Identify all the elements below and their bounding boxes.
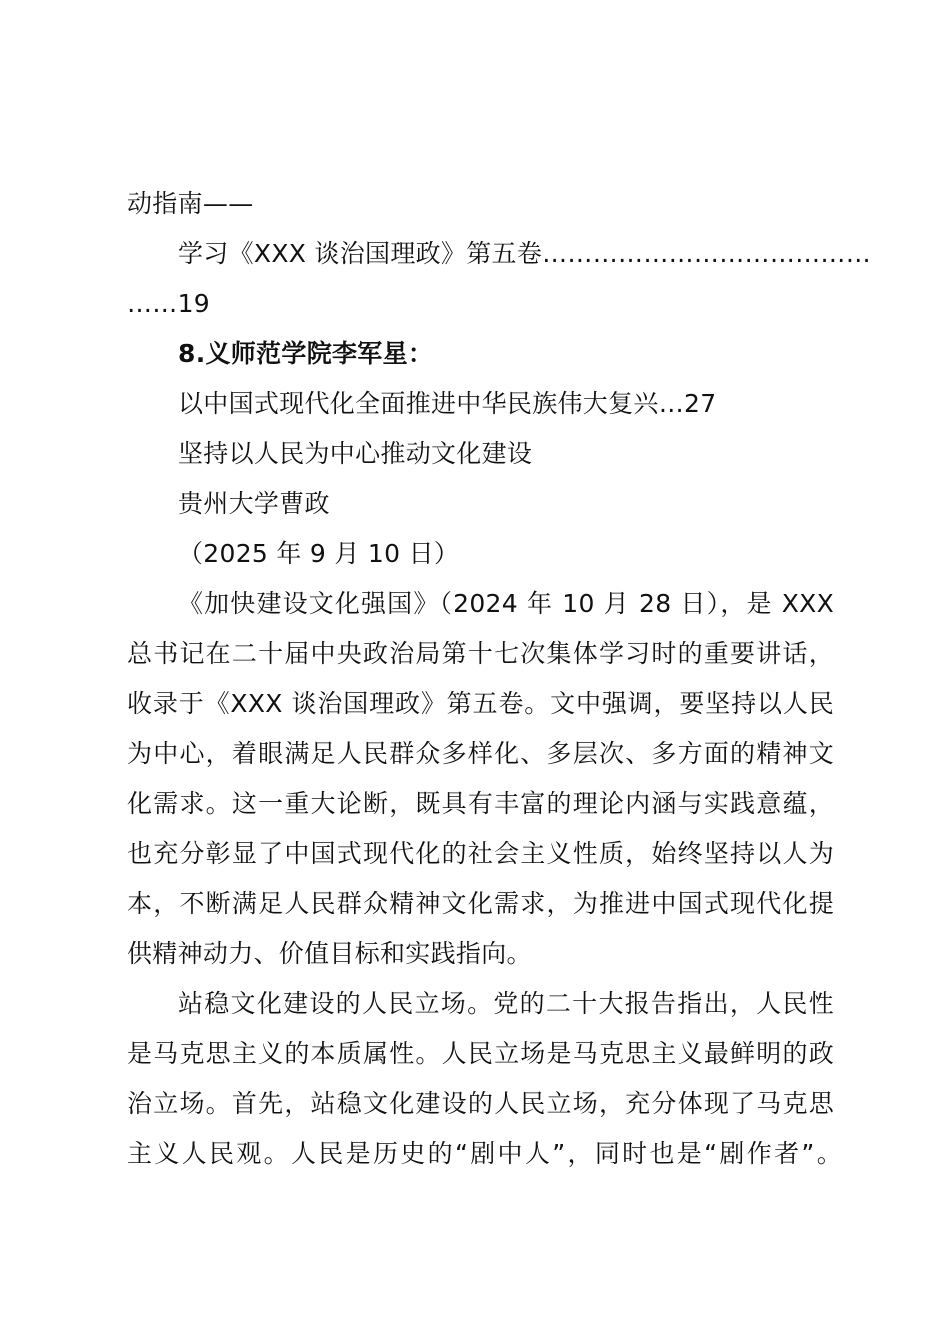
- paragraph-line: 为中心，着眼满足人民群众多样化、多层次、多方面的精神文: [127, 739, 834, 768]
- paragraph-line: 是马克思主义的本质属性。人民立场是马克思主义最鲜明的政: [127, 1039, 834, 1068]
- paragraph-line: 供精神动力、价值目标和实践指向。: [127, 939, 532, 968]
- paragraph-line: 化需求。这一重大论断，既具有丰富的理论内涵与实践意蕴，: [127, 789, 834, 818]
- paragraph-line: 主义人民观。人民是历史的“剧中人”，同时也是“剧作者”。: [127, 1139, 842, 1168]
- toc-entry-page: ……19: [127, 289, 211, 318]
- toc-entry: 以中国式现代化全面推进中华民族伟大复兴…27: [178, 389, 717, 418]
- paragraph-line: 《加快建设文化强国》（2024 年 10 月 28 日），是 XXX: [178, 589, 834, 618]
- paragraph-line: 治立场。首先，站稳文化建设的人民立场，充分体现了马克思: [127, 1089, 834, 1118]
- paragraph-line: 站稳文化建设的人民立场。党的二十大报告指出，人民性: [178, 989, 834, 1018]
- paragraph-line: 总书记在二十届中央政治局第十七次集体学习时的重要讲话，: [127, 639, 834, 668]
- article-date: （2025 年 9 月 10 日）: [178, 539, 460, 568]
- toc-line-continuation: 动指南——: [127, 189, 254, 218]
- paragraph-line: 本，不断满足人民群众精神文化需求，为推进中国式现代化提: [127, 889, 834, 918]
- article-title: 坚持以人民为中心推动文化建设: [178, 439, 533, 468]
- section-heading: 8.义师范学院李军星：: [178, 339, 434, 368]
- paragraph-line: 也充分彰显了中国式现代化的社会主义性质，始终坚持以人为: [127, 839, 834, 868]
- toc-entry-title: 学习《XXX 谈治国理政》第五卷…………………………………: [178, 239, 872, 268]
- paragraph-line: 收录于《XXX 谈治国理政》第五卷。文中强调，要坚持以人民: [127, 689, 834, 718]
- article-author: 贵州大学曹政: [178, 489, 330, 518]
